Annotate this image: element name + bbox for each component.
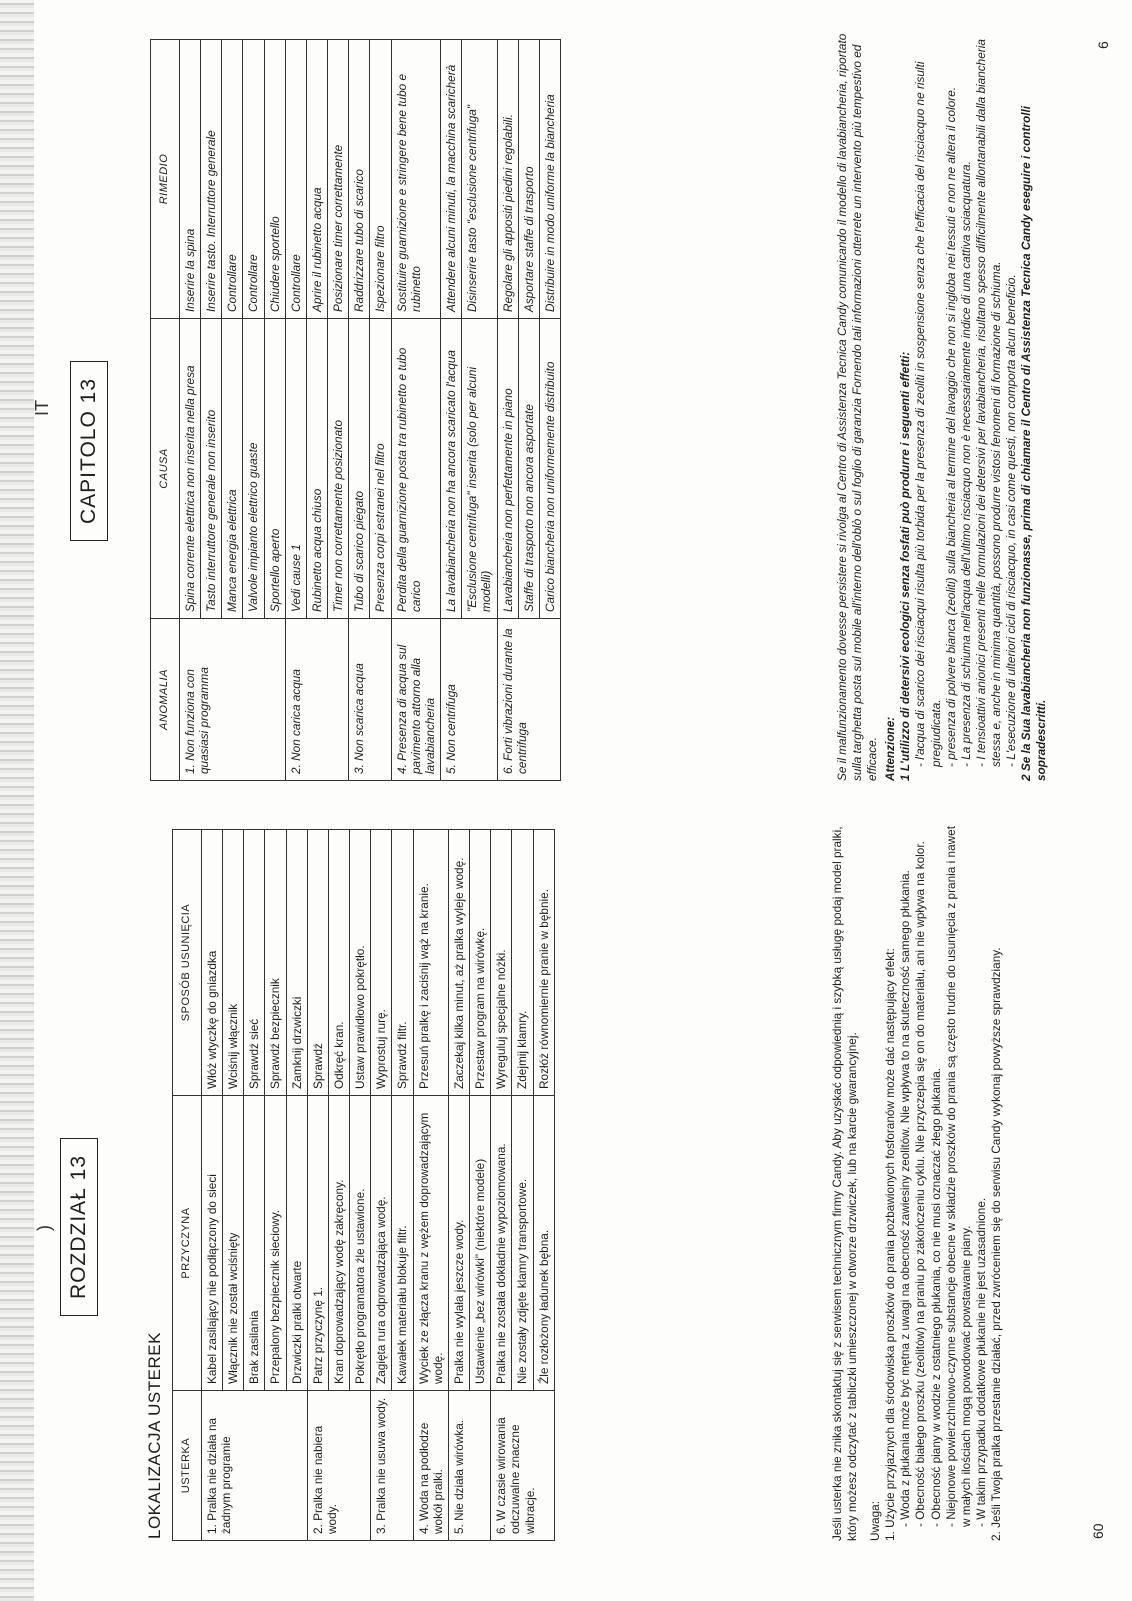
remedy-cell: Controllare <box>285 40 306 319</box>
cause-cell: Manca energia elettrica <box>222 319 243 619</box>
page-number: 6 <box>1095 41 1111 49</box>
scan-edge <box>0 0 34 1601</box>
cause-cell: Spina corrente elettrica non inserita nella presa <box>180 319 201 619</box>
remedy-cell: Ustaw prawidłowo pokrętło. <box>350 830 371 1096</box>
cause-cell: Vedi cause 1 <box>285 319 306 619</box>
remedy-cell: Ispezionare filtro <box>370 40 391 319</box>
problem-cell: 1. Pralka nie działa na żadnym programie <box>202 1391 308 1541</box>
note-2: 2. Jeśli Twoja pralka przestanie działać, przed zwróceniem się do serwisu Candy wykonaj powyższe sprawdziany. <box>988 947 1003 1541</box>
cause-cell: Drzwiczki pralki otwarte <box>286 1096 307 1391</box>
problem-cell: 5. Nie działa wirówka. <box>448 1391 490 1541</box>
remedy-cell: Przesuń pralkę i zaciśnij wąż na kranie. <box>413 830 448 1096</box>
table-row <box>413 830 448 1541</box>
col-header-rimedio: RIMEDIO <box>151 40 180 319</box>
cause-cell: Patrz przyczynę 1. <box>307 1096 328 1391</box>
troubleshooting-table <box>150 39 561 781</box>
remedy-cell: Regolare gli appositi piedini regolabili. <box>497 40 518 319</box>
col-header-usterka: USTERKA <box>173 1391 202 1541</box>
page-number: 60 <box>1090 1523 1106 1539</box>
problem-cell: 4. Woda na podłodze wokół pralki. <box>413 1391 448 1541</box>
note-label: Attenzione: <box>883 716 898 781</box>
note-bullets <box>913 33 1019 781</box>
remedy-cell: Disinserire tasto "esclusione centrifuga" <box>462 40 497 319</box>
note-1: 1 L'utilizzo di detersivi ecologici senza fosfati può produrre i seguenti effetti: <box>898 351 913 781</box>
cause-cell: Zagięta rura odprowadzająca wodę. <box>371 1096 392 1391</box>
table-row <box>448 830 469 1541</box>
cause-cell: Valvole impianto elettrico guaste <box>243 319 264 619</box>
remedy-cell: Inserire la spina <box>180 40 201 319</box>
col-header-causa: CAUSA <box>151 319 180 619</box>
note-bullet: - I tensioattivi anionici presenti nelle formulazioni dei detersivi per lavabiancheria, risultano spesso difficilmente allontanabili dalla biancheria stessa e, anche in minima quantità, possono produrre vistosi fenomeni di formazione di schiuma. <box>974 33 1004 767</box>
cause-cell: Rubinetto acqua chiuso <box>306 319 327 619</box>
remedy-cell: Posizionare timer correttamente <box>328 40 349 319</box>
problem-cell: 2. Non carica acqua <box>285 619 348 781</box>
remedy-cell: Sostituire guarnizione e stringere bene tubo e rubinetto <box>391 40 440 319</box>
remedy-cell: Distribuire in modo uniforme la biancheria <box>539 40 560 319</box>
col-header-sposob: SPOSÓB USUNIĘCIA <box>173 830 202 1096</box>
section-title: LOKALIZACJA USTEREK <box>145 1332 164 1539</box>
table-row <box>371 830 392 1541</box>
problem-cell: 2. Pralka nie nabiera wody. <box>307 1391 370 1541</box>
remedy-cell: Attendere alcuni minuti, la macchina scaricherà <box>441 40 462 319</box>
remedy-cell: Wciśnij włącznik <box>223 830 244 1096</box>
cause-cell: Włącznik nie został wciśnięty <box>223 1096 244 1391</box>
table-row <box>491 830 512 1541</box>
problem-cell: 3. Pralka nie usuwa wody. <box>371 1391 413 1541</box>
remedy-cell: Wyprostuj rurę. <box>371 830 392 1096</box>
note-bullet: - Niejonowe powierzchniowo-czynne substancje obecne w składzie proszków do prania są często trudne do usunięcia z prania i nawet w małych ilościach mogą powodować powstawanie piany. <box>944 825 974 1527</box>
note-1: 1. Użycie przyjaznych dla środowiska proszków do prania pozbawionych fosforanów może dać następujący efekt: <box>883 948 898 1541</box>
cause-cell: La lavabiancheria non ha ancora scaricato l'acqua <box>441 319 462 619</box>
note-bullet: - W takim przypadku dodatkowe płukanie nie jest uzasadnione. <box>974 825 989 1527</box>
cause-cell: Sportello aperto <box>264 319 285 619</box>
note-bullet: - Obecność białego proszku (zeolitów) na praniu po zakończeniu cyklu. Nie przyczepia się on do materiału, ani nie wpływa na kolor. <box>913 825 928 1527</box>
note-label: Uwaga: <box>868 1501 883 1541</box>
note-bullet: - l'acqua di scarico dei risciacqui risulta più torbida per la presenza di zeoliti in sospensione senza che l'efficacia del risciacquo ne risulti pregiudicata. <box>913 33 943 767</box>
cause-cell: Perdita della guarnizione posta tra rubinetto e tubo carico <box>391 319 440 619</box>
cause-cell: Lavabiancheria non perfettamente in piano <box>497 319 518 619</box>
remedy-cell: Inserire tasto. Interruttore generale <box>201 40 222 319</box>
note-bullets <box>898 825 989 1541</box>
note-bullet: - Obecność piany w wodzie z ostatniego płukania, co nie musi oznaczać złego płukania. <box>929 825 944 1527</box>
col-header-przyczyna: PRZYCZYNA <box>173 1096 202 1391</box>
table-row <box>202 830 223 1541</box>
cause-cell: Kran doprowadzający wodę zakręcony. <box>328 1096 349 1391</box>
cause-cell: Brak zasilania <box>244 1096 265 1391</box>
cause-cell: Przepalony bezpiecznik sieciowy. <box>265 1096 286 1391</box>
cause-cell: Wyciek ze złącza kranu z wężem doprowadzającym wodę. <box>413 1096 448 1391</box>
remedy-cell: Sprawdź bezpiecznik <box>265 830 286 1096</box>
note-bullet: - L'esecuzione di ulteriori cicli di risciacquo, in casi come questi, non comporta alcun beneficio. <box>1004 33 1019 767</box>
remedy-cell: Controllare <box>222 40 243 319</box>
troubleshooting-table <box>172 829 555 1541</box>
remedy-cell: Odkręć kran. <box>328 830 349 1096</box>
note-2: 2 Se la Sua lavabiancheria non funzionasse, prima di chiamare il Centro di Assistenza Tecnica Candy eseguire i controlli sopradescritti. <box>1019 105 1049 781</box>
col-header-anomalia: ANOMALIA <box>151 619 180 781</box>
cause-cell: Nie zostały zdjęte klamry transportowe. <box>512 1096 533 1391</box>
cause-cell: Tubo di scarico piegato <box>349 319 370 619</box>
remedy-cell: Rozłóż równomiernie pranie w bębnie. <box>533 830 554 1096</box>
chapter-title: CAPITOLO 13 <box>70 361 108 541</box>
service-intro: Se il malfunzionamento dovesse persistere si rivolga al Centro di Assistenza Tecnica Candy comunicando il modello di lavabiancheria, riportato sulla targhetta posta sul mobile all'interno dell'oblò o sul foglio di garanzia Fornendo tali informazioni otterrete un intervento più tempestivo ed efficace. <box>835 33 880 781</box>
remedy-cell: Asportare staffe di trasporto <box>518 40 539 319</box>
remedy-cell: Włóż wtyczkę do gniazdka <box>202 830 223 1096</box>
cause-cell: Pralka nie wylała jeszcze wody. <box>448 1096 469 1391</box>
cause-cell: Ustawienie „bez wirówki" (niektóre modele) <box>470 1096 491 1391</box>
problem-cell: 5. Non centrifuga <box>441 619 497 781</box>
cause-cell: Kawałek materiału blokuje filtr. <box>392 1096 413 1391</box>
table-row <box>180 40 201 781</box>
notes-block <box>835 33 1049 781</box>
chapter-title: ROZDZIAŁ 13 <box>60 1138 98 1316</box>
remedy-cell: Sprawdź sieć <box>244 830 265 1096</box>
table-row <box>497 40 518 781</box>
note-bullet: - presenza di polvere bianca (zeoliti) sulla biancheria al termine del lavaggio che non si ingloba nei tessuti e non ne altera il colore. <box>944 33 959 767</box>
service-intro: Jeśli usterka nie znika skontaktuj się z serwisem technicznym firmy Candy. Aby uzyskać odpowiednią i szybką usługę podaj model pralki, który możesz odczytać z tabliczki umieszczonej w otworze drzwiczek, lub na karcie gwarancyjnej. <box>830 826 860 1541</box>
remedy-cell: Chiudere sportello <box>264 40 285 319</box>
table-row <box>441 40 462 781</box>
remedy-cell: Sprawdź <box>307 830 328 1096</box>
table-row <box>285 40 306 781</box>
cause-cell: Tasto interruttore generale non inserito <box>201 319 222 619</box>
cause-cell: Źle rozłożony ładunek bębna. <box>533 1096 554 1391</box>
problem-cell: 4. Presenza di acqua sul pavimento attorno alla lavabiancheria <box>391 619 440 781</box>
table-row <box>391 40 440 781</box>
remedy-cell: Aprire il rubinetto acqua <box>306 40 327 319</box>
problem-cell: 1. Non funziona con quasiasi programma <box>180 619 286 781</box>
remedy-cell: Zaczekaj kilka minut, aż pralka wyleje wodę. <box>448 830 469 1096</box>
cause-cell: Carico biancheria non uniformemente distribuito <box>539 319 560 619</box>
page-polish <box>34 816 1125 1561</box>
problem-cell: 3. Non scarica acqua <box>349 619 391 781</box>
cause-cell: Timer non correttamente posizionato <box>328 319 349 619</box>
remedy-cell: Sprawdź filtr. <box>392 830 413 1096</box>
cause-cell: Pralka nie została dokładnie wypoziomowana. <box>491 1096 512 1391</box>
notes-block <box>830 825 1004 1541</box>
cause-cell: Presenza corpi estranei nel filtro <box>370 319 391 619</box>
remedy-cell: Wyreguluj specjalne nóżki. <box>491 830 512 1096</box>
deco-mark: ) <box>34 1225 54 1231</box>
table-row <box>349 40 370 781</box>
note-bullet: - La presenza di schiuma nell'acqua dell'ultimo risciacquo non è necessariamente indice di una cattiva sciacquatura. <box>959 33 974 767</box>
table-row <box>307 830 328 1541</box>
cause-cell: Pokrętło programatora źle ustawione. <box>350 1096 371 1391</box>
remedy-cell: Zamknij drzwiczki <box>286 830 307 1096</box>
remedy-cell: Controllare <box>243 40 264 319</box>
cause-cell: Staffe di trasporto non ancora asportate <box>518 319 539 619</box>
problem-cell: 6. Forti vibrazioni durante la centrifuga <box>497 619 560 781</box>
remedy-cell: Zdejmij klamry. <box>512 830 533 1096</box>
deco-mark: IT <box>32 400 52 416</box>
problem-cell: 6. W czasie wirowania odczuwalne znaczne wibracje. <box>491 1391 554 1541</box>
page-italian <box>32 31 1125 791</box>
remedy-cell: Przestaw program na wirówkę. <box>470 830 491 1096</box>
note-bullet: - Woda z płukania może być mętna z uwagi na obecność zawiesiny zeolitów. Nie wpływa to na skuteczność samego płukania. <box>898 825 913 1527</box>
cause-cell: Kabel zasilający nie podłączony do sieci <box>202 1096 223 1391</box>
cause-cell: "Esclusione centrifuga" inserita (solo per alcuni modelli) <box>462 319 497 619</box>
remedy-cell: Raddrizzare tubo di scarico <box>349 40 370 319</box>
